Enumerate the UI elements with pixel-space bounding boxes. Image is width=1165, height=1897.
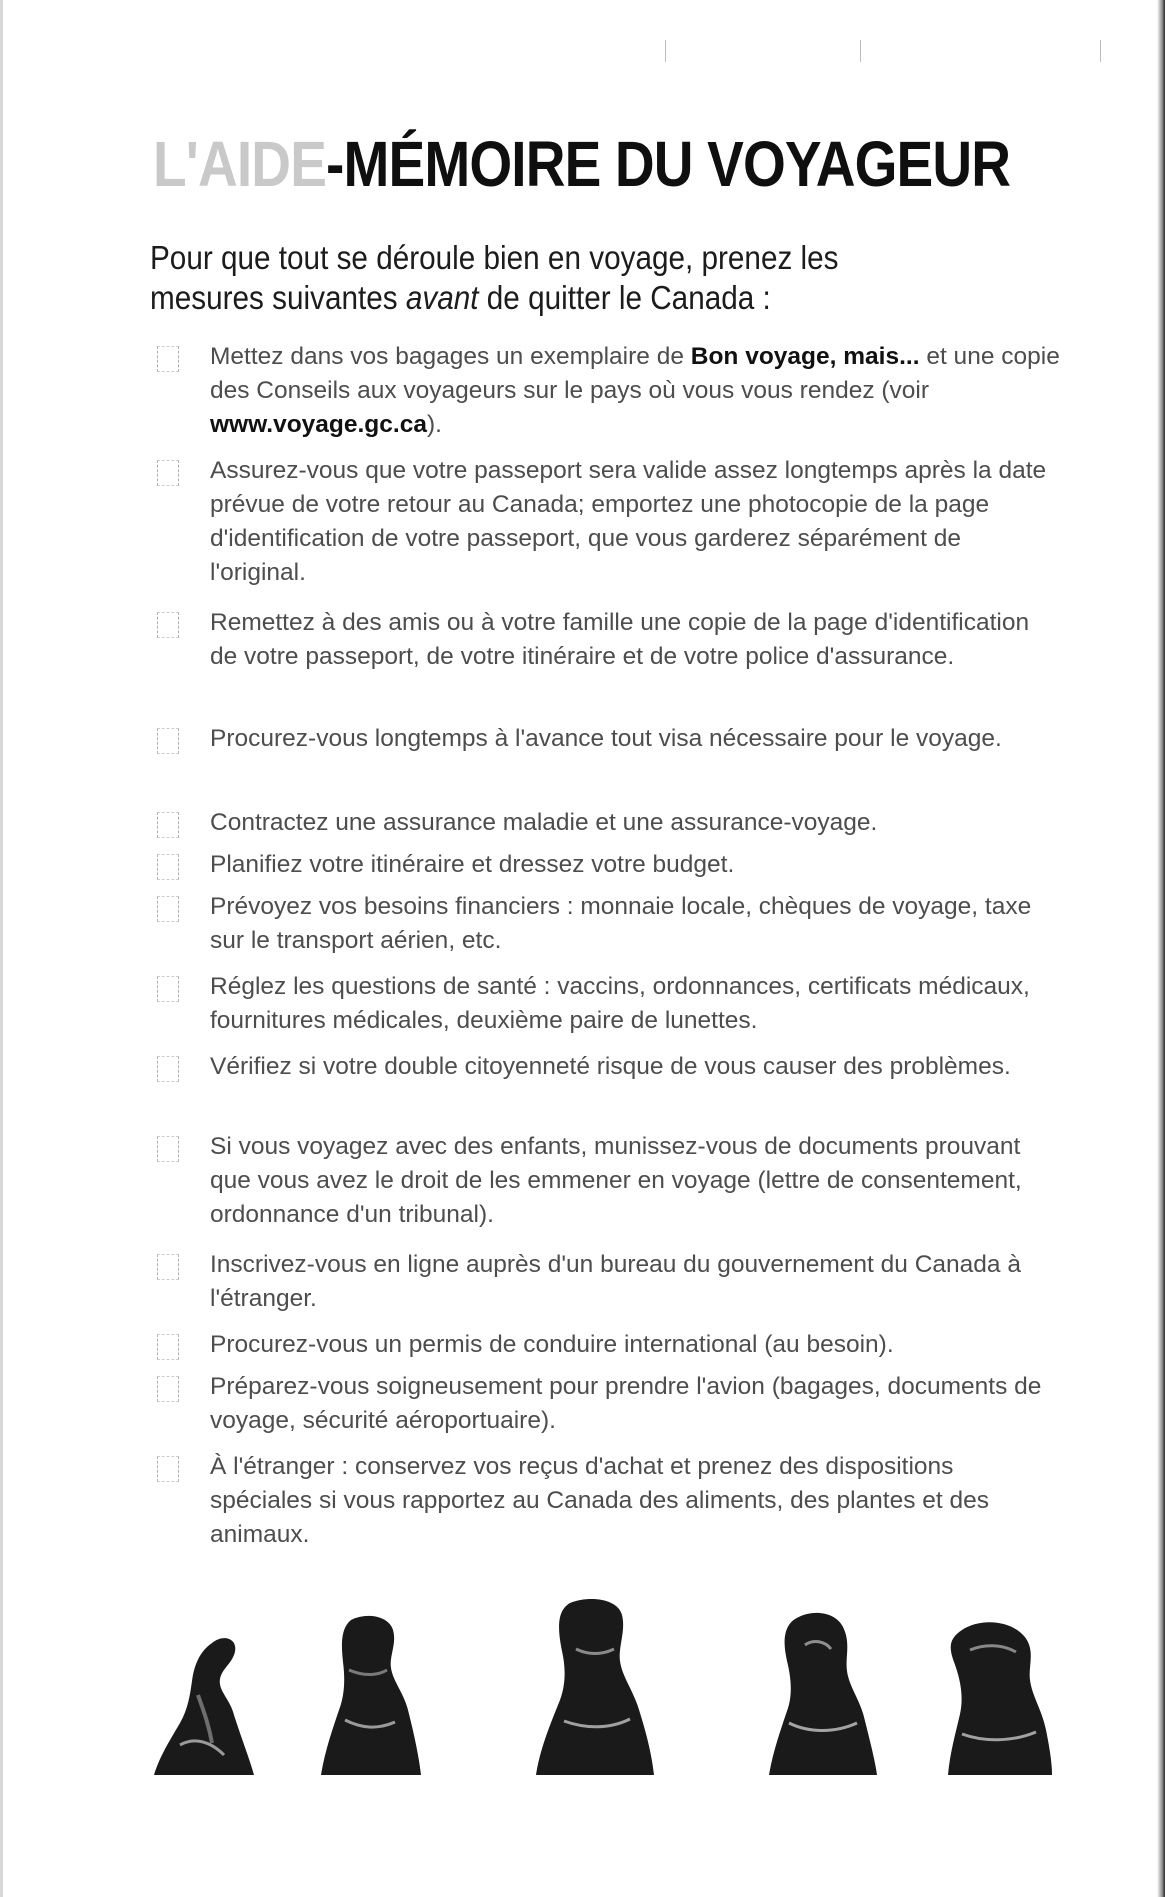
checkbox[interactable] <box>157 1456 179 1482</box>
checklist-item-text: À l'étranger : conservez vos reçus d'achat et prenez des dispositions spéciales si vous rapportez au Canada des aliments, des plantes et des animaux. <box>210 1453 990 1548</box>
checklist-item-text: Assurez-vous que votre passeport sera valide assez longtemps après la date prévue de votre retour au Canada; emportez une photocopie de la page d'identification de votre passeport, que vous garderez séparément de l'original. <box>210 457 1047 586</box>
checkbox[interactable] <box>157 896 179 922</box>
checkbox[interactable] <box>157 812 179 838</box>
checklist-item-text: Procurez-vous un permis de conduire international (au besoin). <box>210 1331 894 1358</box>
item-text-part: ). <box>426 411 442 438</box>
checklist-item-text: Procurez-vous longtemps à l'avance tout visa nécessaire pour le voyage. <box>210 725 1002 752</box>
checkbox[interactable] <box>157 728 179 754</box>
checklist-item-text: Planifiez votre itinéraire et dressez votre budget. <box>210 851 735 878</box>
item-text-part: et une copie des Conseils aux voyageurs sur le pays où vous vous rendez (voir <box>210 343 1060 404</box>
checklist-item-text: Si vous voyagez avec des enfants, munissez-vous de documents prouvant que vous avez le droit de les emmener en voyage (lettre de consentement, ordonnance d'un tribunal). <box>210 1133 1022 1228</box>
moai-statue-icon <box>530 1595 660 1775</box>
checklist-item-text <box>210 340 1060 442</box>
checklist-item-text: Inscrivez-vous en ligne auprès d'un bureau du gouvernement du Canada à l'étranger. <box>210 1251 1021 1312</box>
checkbox[interactable] <box>157 460 179 486</box>
moai-statue-icon <box>150 1625 260 1775</box>
moai-illustration <box>150 1590 1050 1775</box>
page-title-dark: -MÉMOIRE DU VOYAGEUR <box>326 128 1011 200</box>
checkbox[interactable] <box>157 612 179 638</box>
checklist-item-text: Vérifiez si votre double citoyenneté risque de vous causer des problèmes. <box>210 1053 1011 1080</box>
checkbox[interactable] <box>157 854 179 880</box>
checklist-item-text: Prévoyez vos besoins financiers : monnaie locale, chèques de voyage, taxe sur le transport aérien, etc. <box>210 893 1032 954</box>
checkbox[interactable] <box>157 1334 179 1360</box>
checkbox[interactable] <box>157 346 179 372</box>
checkbox[interactable] <box>157 1254 179 1280</box>
moai-statue-icon <box>315 1610 425 1775</box>
checklist-item-text: Remettez à des amis ou à votre famille une copie de la page d'identification de votre passeport, de votre itinéraire et de votre police d'assurance. <box>210 609 1030 670</box>
checkbox[interactable] <box>157 1056 179 1082</box>
intro-after: de quitter le Canada : <box>478 279 771 316</box>
checkbox[interactable] <box>157 1136 179 1162</box>
checklist-item-text: Contractez une assurance maladie et une assurance-voyage. <box>210 809 878 836</box>
page-title-light: L'AIDE <box>153 128 327 200</box>
moai-statue-icon <box>940 1610 1055 1775</box>
checkbox[interactable] <box>157 976 179 1002</box>
intro-before: Pour que tout se déroule bien en voyage, prenez les mesures suivantes <box>150 239 839 316</box>
item-bold-title: Bon voyage, mais... <box>690 343 920 370</box>
checklist-item-text: Réglez les questions de santé : vaccins, ordonnances, certificats médicaux, fournitures médicales, deuxième paire de lunettes. <box>210 973 1030 1034</box>
checklist-item-text: Préparez-vous soigneusement pour prendre l'avion (bagages, documents de voyage, sécurité aéroportuaire). <box>210 1373 1042 1434</box>
item-text-part: Mettez dans vos bagages un exemplaire de <box>210 343 691 370</box>
moai-statue-icon <box>765 1605 880 1775</box>
checkbox[interactable] <box>157 1376 179 1402</box>
item-link-url: www.voyage.gc.ca <box>210 411 427 438</box>
intro-emphasis: avant <box>405 279 479 316</box>
